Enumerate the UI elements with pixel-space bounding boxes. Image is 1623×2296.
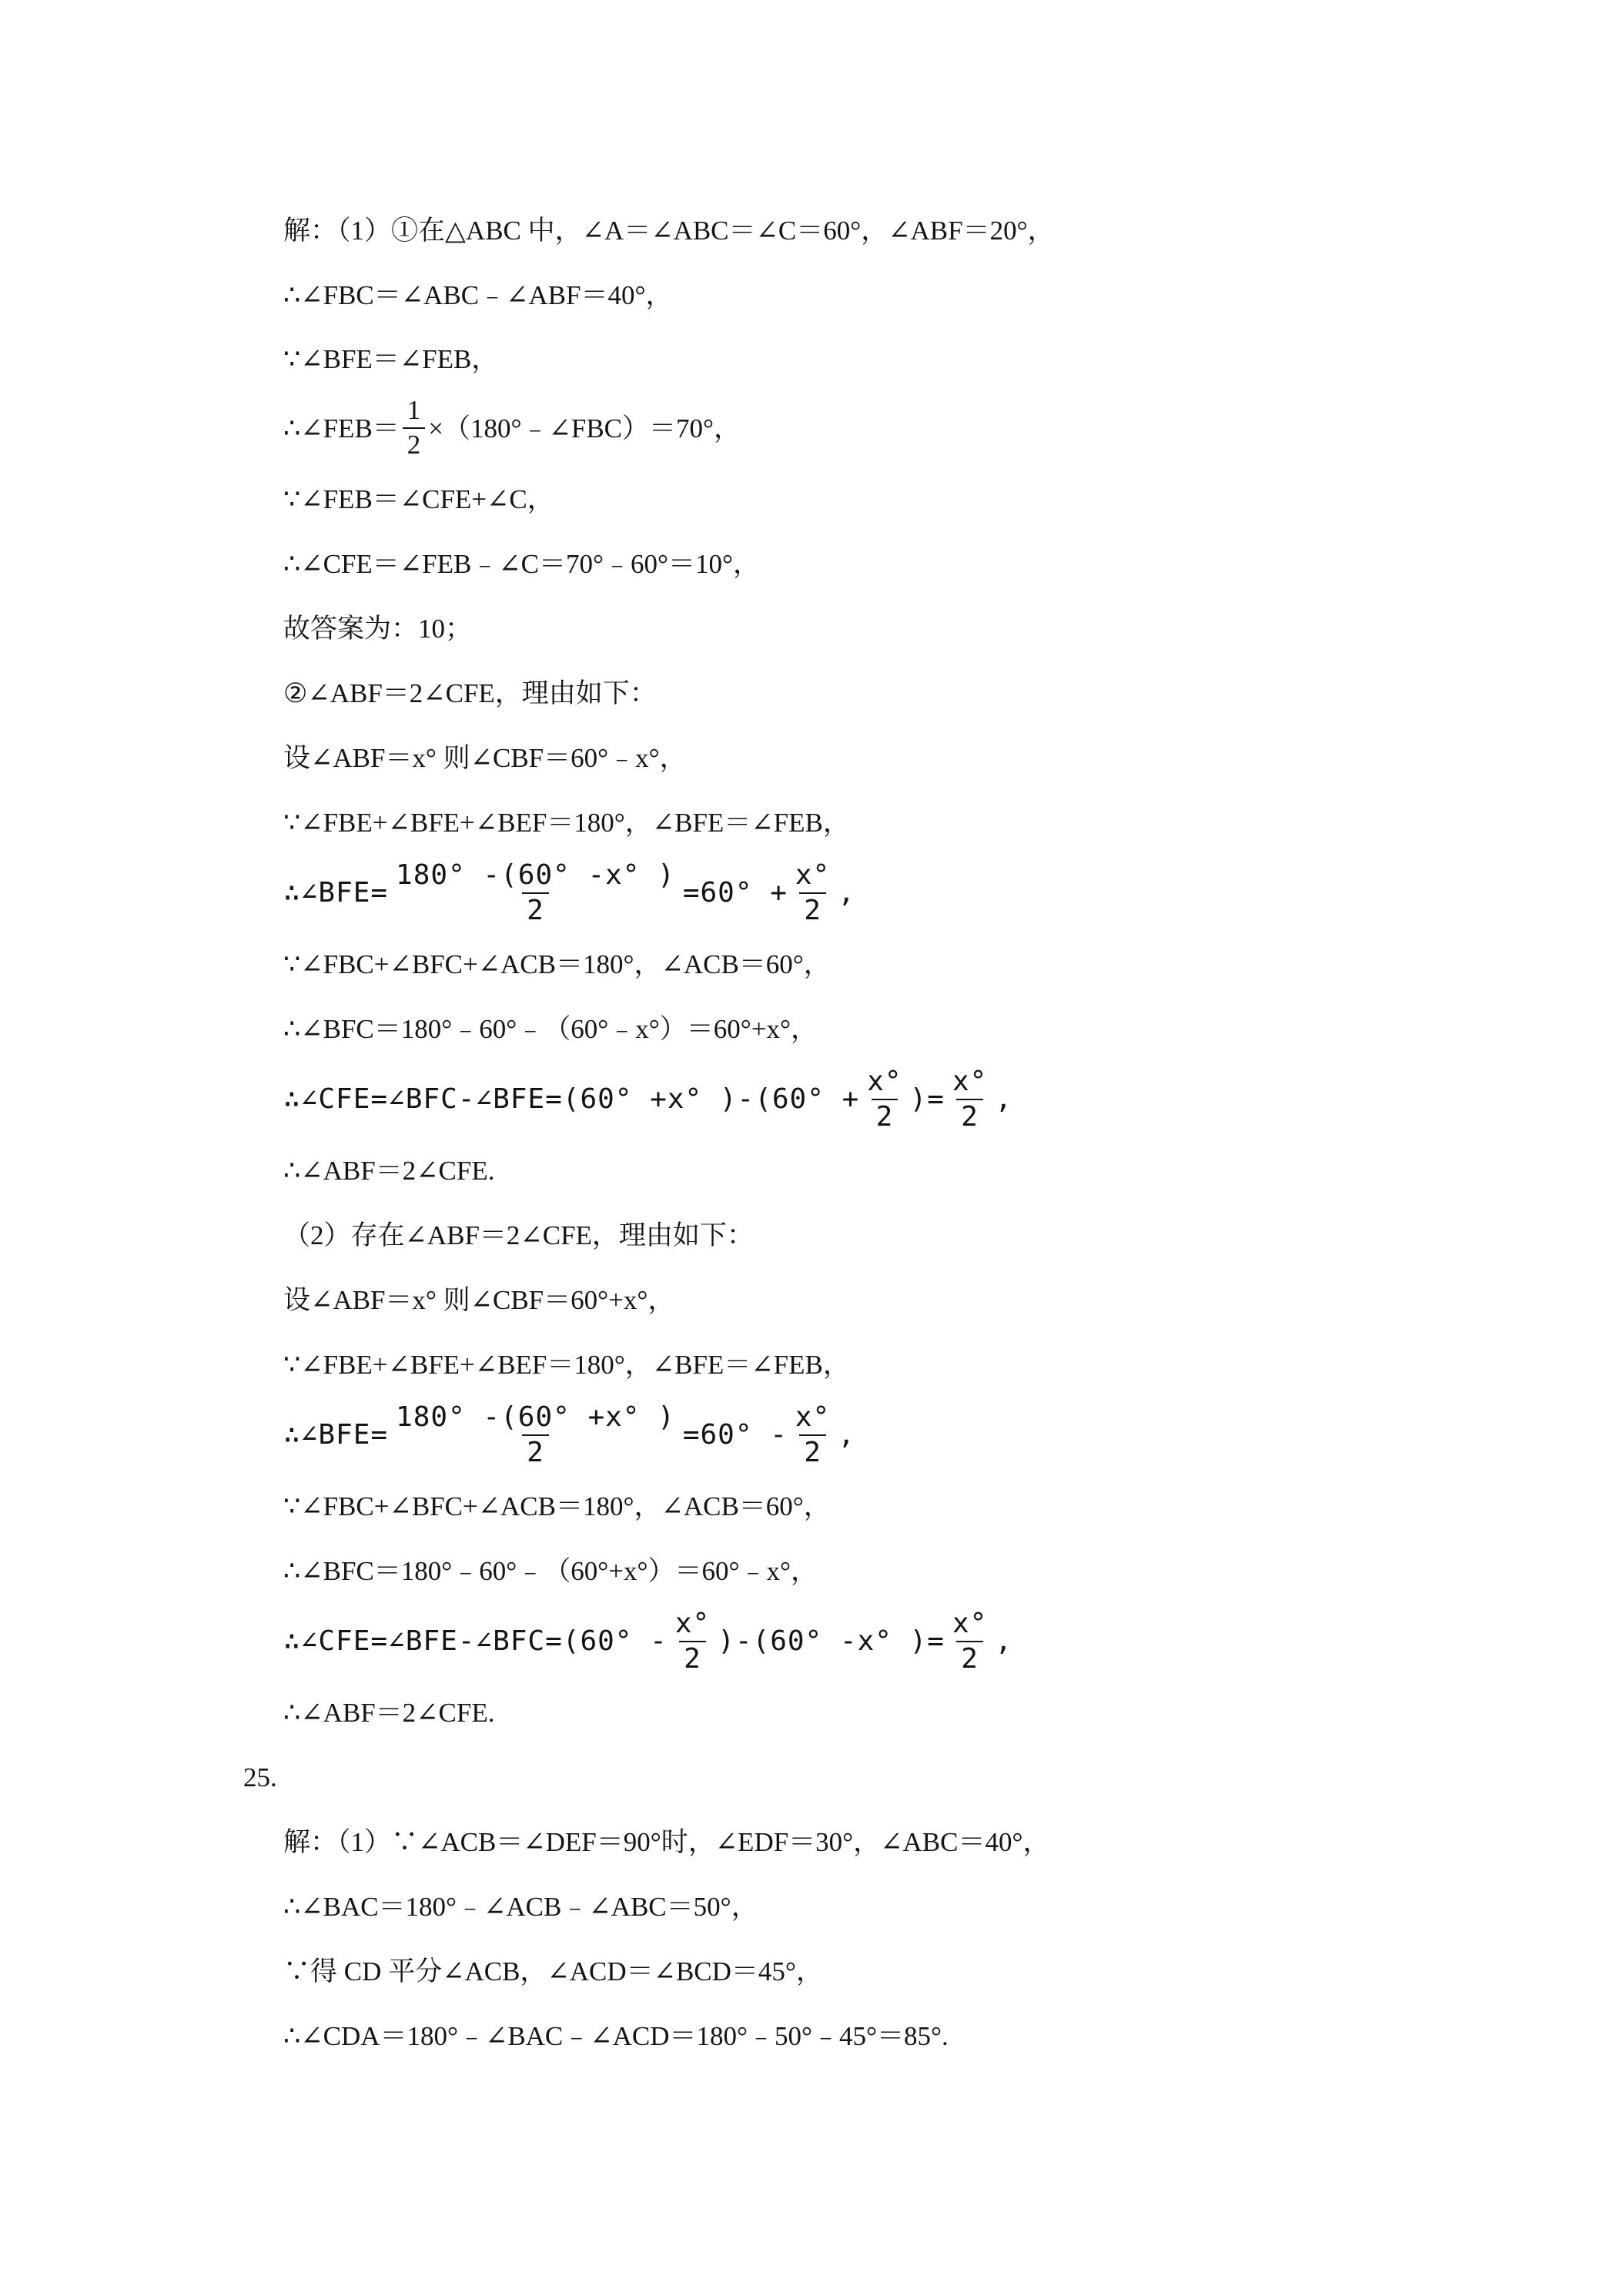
line-text: （2）存在∠ABF＝2∠CFE，理由如下： xyxy=(283,1220,754,1250)
line-text: ∵得 CD 平分∠ACB，∠ACD＝∠BCD＝45°， xyxy=(283,1956,823,1986)
line-text: , xyxy=(838,1419,855,1451)
solution-line xyxy=(283,531,1546,596)
fraction-denominator: 2 xyxy=(799,892,826,925)
line-text: ∴∠CDA＝180°﹣∠BAC﹣∠ACD＝180°﹣50°﹣45°＝85°. xyxy=(283,2020,949,2051)
solution-line xyxy=(283,661,1546,725)
fraction xyxy=(862,1067,906,1132)
fraction-numerator: 1 xyxy=(407,395,421,426)
line-text: 解：（1）∵∠ACB＝∠DEF＝90°时，∠EDF＝30°，∠ABC＝40°， xyxy=(283,1826,1050,1857)
solution-line xyxy=(283,2003,1546,2068)
line-text: ②∠ABF＝2∠CFE，理由如下： xyxy=(283,678,657,708)
line-text: ∴∠ABF＝2∠CFE. xyxy=(283,1697,495,1728)
line-text: 解：（1）①在△ABC 中，∠A＝∠ABC＝∠C＝60°，∠ABF＝20°， xyxy=(283,215,1055,246)
solution-line xyxy=(283,725,1546,790)
line-text: ∴∠BFC＝180°﹣60°﹣（60°+x°）＝60°﹣x°， xyxy=(283,1555,818,1586)
line-text: 设∠ABF＝x° 则∠CBF＝60°﹣x°， xyxy=(283,742,687,773)
solution-line xyxy=(283,932,1546,996)
fraction-numerator: x° xyxy=(952,1608,988,1640)
fraction xyxy=(948,1609,992,1674)
solution-line xyxy=(283,1203,1546,1267)
line-text: 设∠ABF＝x° 则∠CBF＝60°+x°， xyxy=(283,1284,675,1315)
line-text: ×（180°﹣∠FBC）＝70°， xyxy=(428,413,741,443)
line-text: ∵∠FEB＝∠CFE+∠C， xyxy=(283,484,554,514)
solution-line xyxy=(283,1809,1546,1874)
fraction-denominator: 2 xyxy=(956,1099,983,1132)
fraction xyxy=(403,397,426,460)
line-text: ∵∠FBC+∠BFC+∠ACB＝180°，∠ACB＝60°， xyxy=(283,1491,831,1521)
line-text: ∴∠BFC＝180°﹣60°﹣（60°﹣x°）＝60°+x°， xyxy=(283,1013,818,1044)
line-text: =60° - xyxy=(682,1419,788,1451)
line-text: , xyxy=(838,877,855,909)
solution-line xyxy=(283,1474,1546,1538)
fraction xyxy=(791,1403,835,1468)
line-text: ∵∠FBE+∠BFE+∠BEF＝180°，∠BFE＝∠FEB， xyxy=(283,1349,850,1380)
fraction-numerator: 180° -(60° -x° ) xyxy=(396,859,675,892)
formula-line xyxy=(283,1067,1546,1132)
line-text: 25. xyxy=(243,1762,277,1792)
line-text: ∴∠BFE= xyxy=(283,877,389,909)
fraction xyxy=(391,861,680,925)
formula-line xyxy=(283,1403,1546,1468)
fraction xyxy=(948,1067,992,1132)
fraction-numerator: x° xyxy=(952,1066,988,1098)
formula-line xyxy=(283,1609,1546,1674)
formula-line xyxy=(283,861,1546,925)
fraction-denominator: 2 xyxy=(522,1434,549,1468)
solution-line xyxy=(283,396,1546,460)
line-text: ∴∠CFE=∠BFE-∠BFC=(60° - xyxy=(283,1625,668,1657)
line-text: ∴∠CFE＝∠FEB﹣∠C＝70°﹣60°＝10°， xyxy=(283,548,760,579)
fraction-numerator: x° xyxy=(795,1401,831,1434)
solution-line xyxy=(283,326,1546,391)
line-text: ∴∠CFE=∠BFC-∠BFE=(60° +x° )-(60° + xyxy=(283,1083,860,1115)
solution-line xyxy=(283,596,1546,661)
line-text: 故答案为：10； xyxy=(283,613,473,644)
line-text: ∴∠FBC＝∠ABC﹣∠ABF＝40°， xyxy=(283,279,673,310)
solution-line xyxy=(283,1538,1546,1603)
line-text: ∵∠FBE+∠BFE+∠BEF＝180°，∠BFE＝∠FEB， xyxy=(283,807,850,838)
fraction-denominator: 2 xyxy=(799,1434,826,1468)
fraction-numerator: x° xyxy=(674,1608,711,1640)
line-text: ∵∠BFE＝∠FEB， xyxy=(283,343,499,374)
fraction xyxy=(671,1609,714,1674)
line-text: )-(60° -x° )= xyxy=(718,1625,945,1657)
line-text: , xyxy=(995,1083,1013,1115)
fraction-denominator: 2 xyxy=(403,427,426,460)
question-number xyxy=(243,1745,1506,1809)
line-text: ∴∠ABF＝2∠CFE. xyxy=(283,1155,495,1186)
solution-line xyxy=(283,467,1546,531)
line-text: , xyxy=(995,1625,1012,1657)
fraction-numerator: x° xyxy=(867,1066,902,1098)
fraction-numerator: x° xyxy=(795,859,831,892)
fraction-denominator: 2 xyxy=(956,1641,983,1674)
solution-line xyxy=(283,1138,1546,1203)
line-text: ∵∠FBC+∠BFC+∠ACB＝180°，∠ACB＝60°， xyxy=(283,949,831,979)
solution-line xyxy=(283,790,1546,855)
fraction-denominator: 2 xyxy=(872,1099,899,1132)
solution-line xyxy=(283,263,1546,327)
solution-line xyxy=(283,996,1546,1061)
fraction-denominator: 2 xyxy=(679,1641,706,1674)
solution-line xyxy=(283,198,1546,263)
line-text: ∴∠BFE= xyxy=(283,1419,389,1451)
fraction xyxy=(391,1403,680,1468)
fraction xyxy=(791,861,835,925)
line-text: ∴∠FEB＝ xyxy=(283,413,400,443)
line-text: =60° + xyxy=(682,877,788,909)
solution-line xyxy=(283,1267,1546,1332)
solution-line xyxy=(283,1680,1546,1745)
line-text: ∴∠BAC＝180°﹣∠ACB﹣∠ABC＝50°， xyxy=(283,1891,758,1922)
solution-line xyxy=(283,1939,1546,2003)
solution-line xyxy=(283,1332,1546,1397)
solution-line xyxy=(283,1874,1546,1939)
line-text: )= xyxy=(909,1083,945,1115)
fraction-numerator: 180° -(60° +x° ) xyxy=(396,1401,675,1434)
fraction-denominator: 2 xyxy=(522,892,549,925)
